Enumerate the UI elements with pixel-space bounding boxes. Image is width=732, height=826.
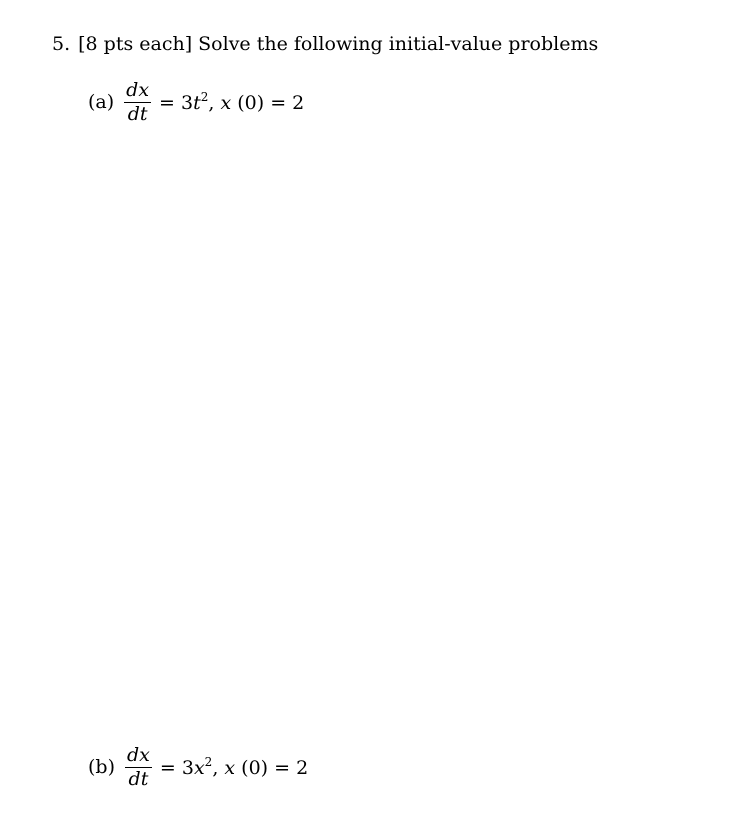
part-b-ic-rest: (0) = 2 xyxy=(241,757,309,780)
part-a-label: (a) xyxy=(88,91,115,114)
part-a xyxy=(88,80,304,125)
part-b-denominator: dt xyxy=(128,767,149,790)
part-a-ic-var: x xyxy=(220,92,232,115)
part-a-derivative-fraction xyxy=(124,80,151,125)
problem-number: 5. xyxy=(52,33,71,55)
part-a-equation-rhs xyxy=(159,90,304,114)
part-b xyxy=(88,745,308,790)
problem-heading-text: [8 pts each] Solve the following initial-value problems xyxy=(78,33,599,55)
part-a-ic-rest: (0) = 2 xyxy=(237,92,305,115)
part-a-numerator: dx xyxy=(126,79,150,101)
part-b-equation-rhs xyxy=(160,755,308,779)
part-b-label: (b) xyxy=(88,756,115,779)
part-a-rhs-sep: , xyxy=(208,92,215,115)
part-b-rhs-var: x xyxy=(193,757,205,780)
part-a-rhs-var: t xyxy=(193,92,201,115)
part-b-rhs-sep: , xyxy=(212,757,219,780)
part-a-rhs-exp: 2 xyxy=(200,90,209,105)
part-b-ic-var: x xyxy=(224,757,236,780)
part-b-rhs-prefix: = 3 xyxy=(159,757,194,780)
part-a-rhs-prefix: = 3 xyxy=(159,92,194,115)
part-b-derivative-fraction xyxy=(125,745,152,790)
problem-heading xyxy=(52,33,598,55)
part-a-denominator: dt xyxy=(127,102,148,125)
part-b-rhs-exp: 2 xyxy=(204,755,213,770)
part-b-numerator: dx xyxy=(127,744,150,766)
